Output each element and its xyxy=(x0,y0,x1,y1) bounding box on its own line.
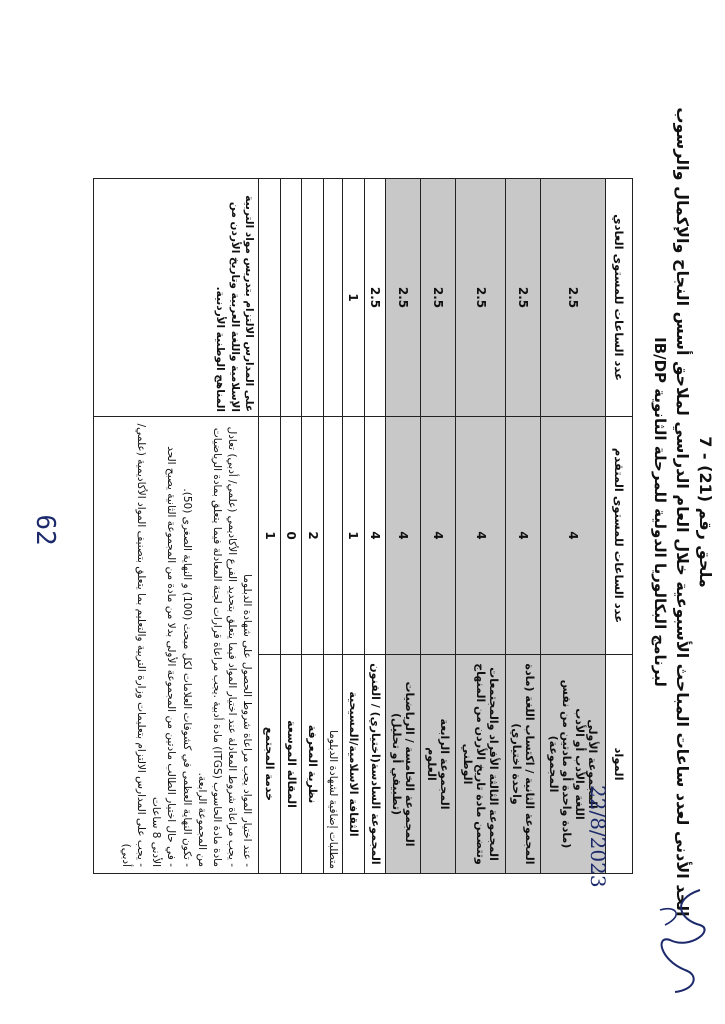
standard-hours-cell: 2.5 xyxy=(456,179,506,417)
table-row xyxy=(302,179,324,874)
advanced-hours-cell: 4 xyxy=(456,417,506,655)
page-number: 62 xyxy=(30,514,60,546)
standard-hours-cell xyxy=(259,179,281,417)
advanced-hours-cell: 4 xyxy=(541,417,606,655)
note-line: - يجب مراعاة شروط المعادلة عند اختيار المواد فيما يتعلق بتحديد الفرع الأكاديمي (علمي/ أدبي) تعادل مادة مادة الحاسوب (ITGS) مادة أدبية .يجب مراعاة قرارات لجنة المعادلة فيما يتعلق بمادة الرياضيات من المجموعة الرابعة. xyxy=(195,426,239,867)
subject-cell: نظرية المعرفة xyxy=(302,655,324,874)
standard-hours-cell xyxy=(323,179,342,417)
standard-hours-cell: 2.5 xyxy=(386,179,421,417)
hours-table xyxy=(93,178,633,874)
table-row xyxy=(323,179,342,874)
table-row xyxy=(541,179,606,874)
table-row xyxy=(386,179,421,874)
advanced-hours-cell: 4 xyxy=(421,417,456,655)
note-line: - في حال اختيار الطالب مادتين من المجموعة الأولى بدلا من مادة من المجموعة الثانية يصبح الحد الأدنى 8 ساعات xyxy=(150,446,178,867)
subject-cell: خدمة المجتمع xyxy=(259,655,281,874)
standard-hours-cell: 2.5 xyxy=(541,179,606,417)
table-header-row xyxy=(606,179,633,874)
column-header-advanced: عدد الساعات للمستوى المتقدم xyxy=(606,417,633,655)
table-row xyxy=(280,179,302,874)
notes-row xyxy=(94,179,259,874)
column-header-subjects: المواد xyxy=(606,655,633,874)
handwritten-date: 22/8/2023 xyxy=(586,785,610,888)
side-note-cell: على المدارس الالتزام بتدريس مواد التربية الإسلامية واللغة العربية وتاريخ الأردن من المناهج الوطنية الأردنية. xyxy=(94,179,259,417)
table-row xyxy=(343,179,365,874)
document-title: الحد الأدنى لعدد ساعات المباحث الأسبوعية خلال العام الدراسي لملاحق أسس النجاح والإكمال والرسوب xyxy=(673,107,692,917)
table-row xyxy=(456,179,506,874)
signature xyxy=(640,880,720,1000)
subject-cell: المجموعة الرابعة العلوم xyxy=(421,655,456,874)
advanced-hours-cell: 4 xyxy=(364,417,386,655)
notes-cell xyxy=(94,417,259,874)
note-line: - يجب على المدارس الالتزام بتعليمات وزارة التربية والتعليم بما يتعلق بتصنيف المواد الأكاديمية (علمي/أدبي) xyxy=(119,423,147,867)
annex-number: ملحق رقم (21) - 7 xyxy=(696,436,715,588)
column-header-standard: عدد الساعات للمستوى العادي xyxy=(606,179,633,417)
standard-hours-cell: 2.5 xyxy=(506,179,541,417)
standard-hours-cell xyxy=(280,179,302,417)
subject-cell: المجموعة الثانية / اكتساب اللغة (مادة واحدة اختياري) xyxy=(506,655,541,874)
document-subtitle: لبرنامج البكالوريا الدولية للمرحلة الثانوية IB/DP xyxy=(651,337,669,687)
table-row xyxy=(506,179,541,874)
advanced-hours-cell: 1 xyxy=(259,417,281,655)
subject-cell: متطلبات إضافية لشهادة الدبلوما xyxy=(323,655,342,874)
table-row xyxy=(259,179,281,874)
standard-hours-cell: 2.5 xyxy=(364,179,386,417)
standard-hours-cell: 2.5 xyxy=(421,179,456,417)
advanced-hours-cell xyxy=(323,417,342,655)
subject-cell: المجموعة الأولى اللغة والأدب أو الأدب (مادة واحدة أو مادتين من نفس المجموعة) xyxy=(541,655,606,874)
advanced-hours-cell: 1 xyxy=(343,417,365,655)
table-row xyxy=(364,179,386,874)
standard-hours-cell: 1 xyxy=(343,179,365,417)
subject-cell: المجموعة الثالثة الأفراد والمجتمعات وتتضمن مادة تاريخ الأردن من المنهاج الوطني xyxy=(456,655,506,874)
title-block xyxy=(651,0,715,1024)
subject-cell: المجموعة السادسة(اختياري) / الفنون xyxy=(364,655,386,874)
table-row xyxy=(421,179,456,874)
advanced-hours-cell: 0 xyxy=(280,417,302,655)
note-line: - تكون النهاية العظمى في كشوفات العلامات لكل مبحث (100) و النهاية الصغرى (50). xyxy=(180,488,193,867)
subject-cell: المجموعة الخامسة / الرياضيات (تطبيقي أو تحليل) xyxy=(386,655,421,874)
advanced-hours-cell: 4 xyxy=(386,417,421,655)
subject-cell: المقالة الموسعة xyxy=(280,655,302,874)
note-line: - عند اختيار المواد يجب مراعاة شروط الحصول على شهادة الدبلوما xyxy=(241,574,254,867)
subject-cell: الثقافة الاسلامية/المسيحية xyxy=(343,655,365,874)
standard-hours-cell xyxy=(302,179,324,417)
advanced-hours-cell: 4 xyxy=(506,417,541,655)
advanced-hours-cell: 2 xyxy=(302,417,324,655)
